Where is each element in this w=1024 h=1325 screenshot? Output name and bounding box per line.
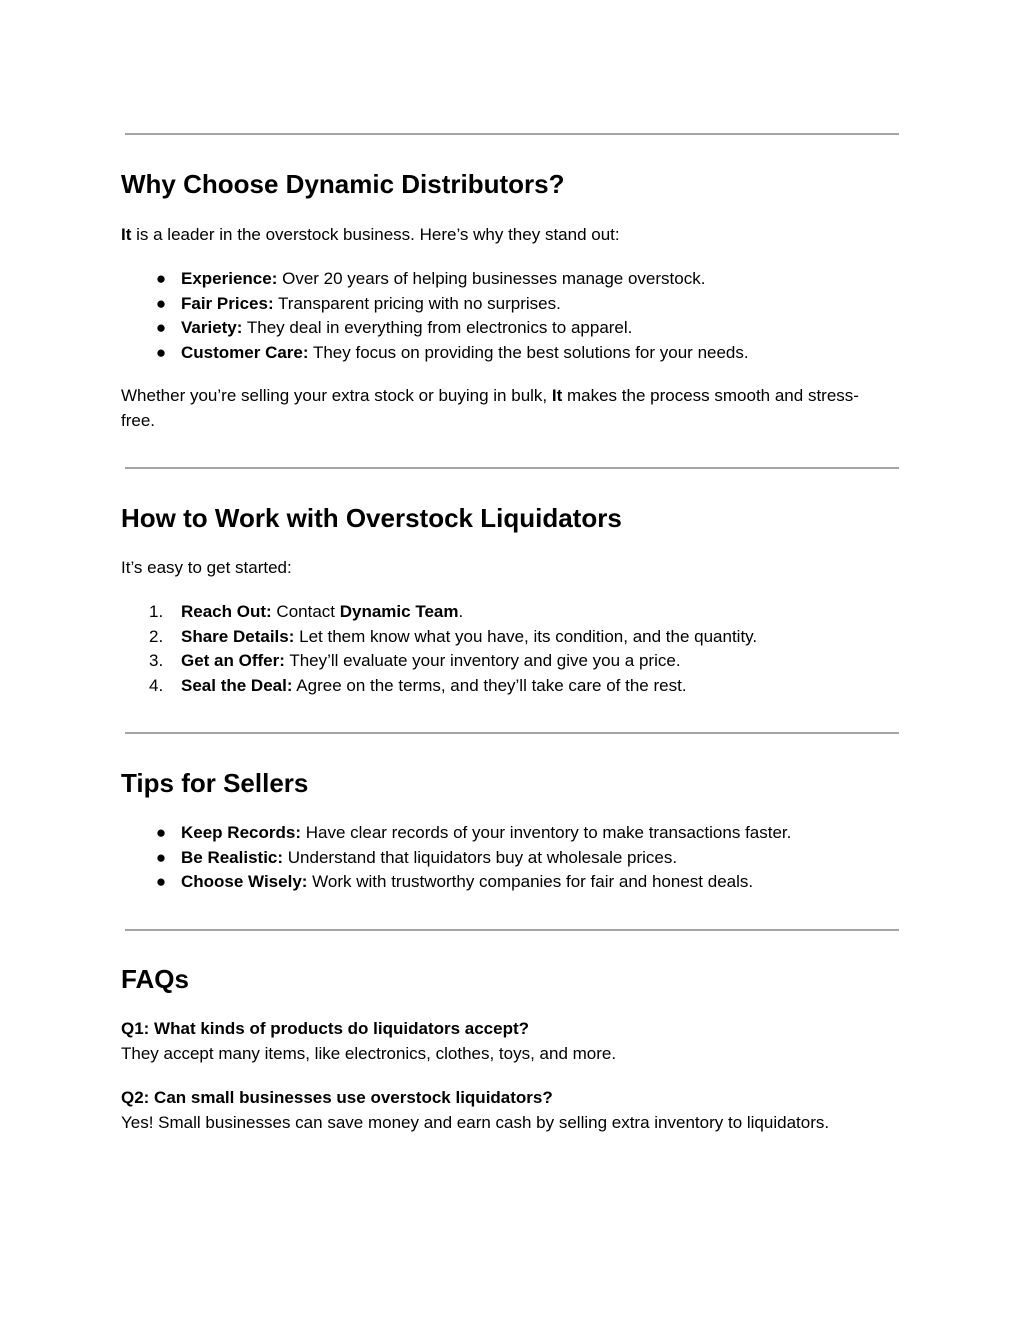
list-item-term: Share Details: — [181, 626, 295, 646]
why-closing — [121, 384, 891, 433]
list-item-text: Transparent pricing with no surprises. — [273, 293, 561, 313]
section-heading-tips: Tips for Sellers — [121, 768, 309, 798]
horizontal-rule — [125, 732, 899, 734]
faq-answer: They accept many items, like electronics, clothes, toys, and more. — [121, 1043, 617, 1063]
list-item — [121, 870, 891, 895]
list-item-term: Variety: — [181, 318, 243, 337]
section-heading-faqs: FAQs — [121, 964, 189, 994]
list-item-term: Reach Out: — [181, 602, 272, 621]
bullet-marker: ● — [155, 872, 167, 891]
list-item-term: Get an Offer: — [181, 651, 285, 670]
list-item-text: Let them know what you have, its condition, and the quantity. — [294, 626, 758, 646]
why-bullet-list — [121, 267, 891, 365]
list-item-text: Understand that liquidators buy at wholesale prices. — [283, 847, 678, 867]
how-steps-list — [121, 600, 891, 698]
list-item — [121, 674, 891, 699]
list-item-term: Experience: — [181, 269, 278, 288]
faq-question: Q2: Can small businesses use overstock liquidators? — [121, 1088, 553, 1107]
list-item — [121, 649, 891, 674]
list-item-text: They focus on providing the best solutions for your needs. — [308, 342, 749, 362]
section-heading-why: Why Choose Dynamic Distributors? — [121, 169, 565, 199]
list-item — [121, 316, 891, 341]
list-item-text: They’ll evaluate your inventory and give you a price. — [284, 651, 681, 670]
step-number: 1. — [149, 602, 164, 621]
horizontal-rule — [125, 133, 899, 135]
list-item — [121, 341, 891, 366]
list-item — [121, 846, 891, 871]
bullet-marker: ● — [155, 293, 167, 313]
list-item — [121, 821, 891, 846]
horizontal-rule — [125, 467, 899, 469]
faq-item — [121, 1086, 911, 1135]
list-item-term: Be Realistic: — [181, 847, 284, 867]
step-number: 4. — [149, 675, 164, 695]
bullet-marker: ● — [155, 847, 167, 867]
why-closing-pre: Whether you’re selling your extra stock or buying in bulk, — [121, 386, 552, 405]
horizontal-rule — [125, 929, 899, 931]
list-item-term: Customer Care: — [181, 342, 309, 362]
bullet-marker: ● — [155, 318, 167, 337]
faq-item — [121, 1017, 911, 1066]
list-item — [121, 267, 891, 292]
section-heading-how: How to Work with Overstock Liquidators — [121, 503, 622, 533]
list-item-text: Contact — [271, 602, 340, 621]
faq-answer: Yes! Small businesses can save money and earn cash by selling extra inventory to liquidators. — [121, 1112, 830, 1132]
list-item-text: Work with trustworthy companies for fair and honest deals. — [307, 872, 754, 891]
why-intro-text: is a leader in the overstock business. Here’s why they stand out: — [131, 225, 620, 244]
list-item-term: Choose Wisely: — [181, 872, 308, 891]
list-item-term: Fair Prices: — [181, 293, 274, 313]
why-intro — [121, 223, 891, 248]
why-intro-bold: It — [121, 225, 132, 244]
list-item-term: Seal the Deal: — [181, 675, 293, 695]
bullet-marker: ● — [155, 269, 167, 288]
list-item-bold-text: Dynamic Team — [339, 602, 459, 621]
list-item-text: Agree on the terms, and they’ll take care of the rest. — [292, 675, 687, 695]
how-intro: It’s easy to get started: — [121, 558, 292, 577]
step-number: 2. — [149, 626, 164, 646]
why-closing-post: makes the process smooth and stress-free. — [121, 386, 859, 430]
list-item — [121, 292, 891, 317]
list-item-term: Keep Records: — [181, 823, 301, 842]
step-number: 3. — [149, 651, 164, 670]
list-item — [121, 600, 891, 625]
faq-question: Q1: What kinds of products do liquidators accept? — [121, 1019, 530, 1038]
list-item-text: Over 20 years of helping businesses manage overstock. — [277, 269, 706, 288]
bullet-marker: ● — [155, 823, 167, 842]
list-item — [121, 625, 891, 650]
tips-bullet-list — [121, 821, 891, 895]
list-item-text: Have clear records of your inventory to make transactions faster. — [300, 823, 792, 842]
list-item-text: They deal in everything from electronics to apparel. — [242, 318, 633, 337]
why-closing-bold: It — [551, 386, 563, 405]
list-item-text-end: . — [458, 602, 464, 621]
bullet-marker: ● — [155, 342, 167, 362]
